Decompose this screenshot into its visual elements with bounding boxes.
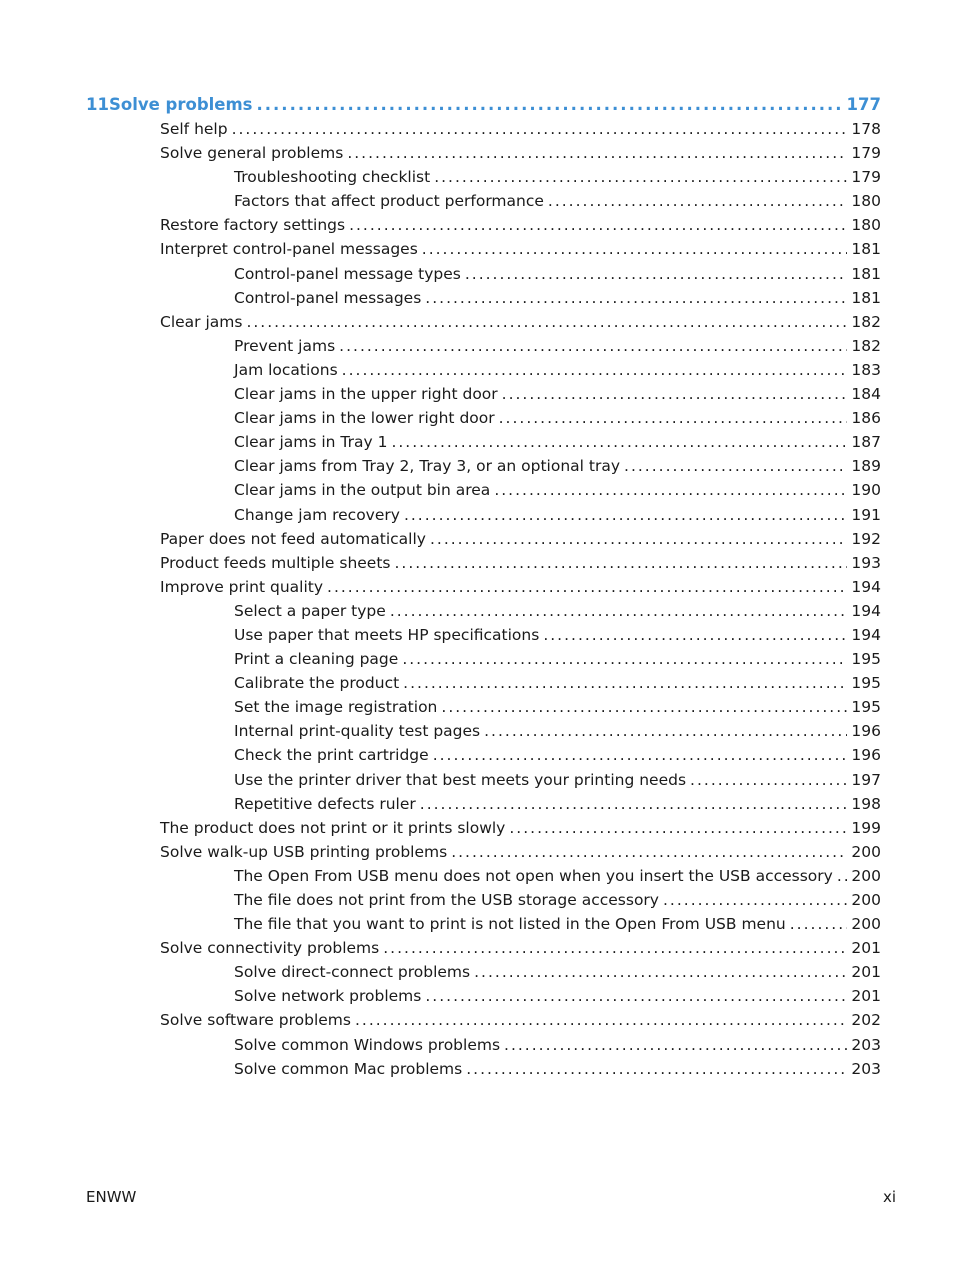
dot-leader bbox=[232, 117, 848, 141]
toc-entry-title: Solve walk-up USB printing problems bbox=[160, 842, 448, 861]
dot-leader bbox=[466, 1057, 847, 1081]
dot-leader bbox=[390, 599, 848, 623]
toc-entry-page-number: 180 bbox=[851, 192, 881, 211]
toc-entry[interactable] bbox=[86, 888, 881, 912]
toc-entry[interactable] bbox=[86, 792, 881, 816]
toc-entry[interactable] bbox=[86, 286, 881, 310]
toc-entry-title: The Open From USB menu does not open when you insert the USB accessory bbox=[234, 866, 833, 885]
toc-entry-page-number: 181 bbox=[851, 288, 881, 307]
chapter-number: 11 bbox=[86, 95, 109, 114]
dot-leader bbox=[383, 936, 847, 960]
toc-entry[interactable] bbox=[86, 262, 881, 286]
toc-entries bbox=[86, 117, 881, 1081]
toc-entry[interactable] bbox=[86, 912, 881, 936]
table-of-contents bbox=[86, 92, 881, 1081]
toc-entry-title: Clear jams from Tray 2, Tray 3, or an optional tray bbox=[234, 457, 621, 476]
toc-entry[interactable] bbox=[86, 503, 881, 527]
toc-entry-page-number: 196 bbox=[851, 746, 881, 765]
toc-entry-page-number: 202 bbox=[851, 1011, 881, 1030]
chapter-heading[interactable] bbox=[86, 92, 881, 117]
toc-entry-title: Use paper that meets HP specifications bbox=[234, 625, 540, 644]
toc-entry-page-number: 179 bbox=[851, 168, 881, 187]
toc-entry[interactable] bbox=[86, 695, 881, 719]
toc-entry[interactable] bbox=[86, 165, 881, 189]
dot-leader bbox=[543, 623, 847, 647]
toc-entry[interactable] bbox=[86, 141, 881, 165]
toc-entry-title: The product does not print or it prints slowly bbox=[160, 818, 506, 837]
dot-leader bbox=[430, 527, 847, 551]
toc-entry-title: Check the print cartridge bbox=[234, 746, 429, 765]
toc-entry-page-number: 195 bbox=[851, 650, 881, 669]
toc-entry-page-number: 200 bbox=[851, 842, 881, 861]
toc-entry[interactable] bbox=[86, 575, 881, 599]
dot-leader bbox=[395, 551, 848, 575]
toc-entry-title: Clear jams in the lower right door bbox=[234, 409, 495, 428]
dot-leader bbox=[509, 816, 847, 840]
toc-entry[interactable] bbox=[86, 647, 881, 671]
toc-entry-page-number: 180 bbox=[851, 216, 881, 235]
toc-entry-title: Factors that affect product performance bbox=[234, 192, 544, 211]
toc-entry-title: Solve direct-connect problems bbox=[234, 963, 471, 982]
toc-entry-page-number: 194 bbox=[851, 601, 881, 620]
toc-entry[interactable] bbox=[86, 840, 881, 864]
toc-entry-title: Select a paper type bbox=[234, 601, 386, 620]
toc-entry[interactable] bbox=[86, 864, 881, 888]
toc-entry-page-number: 187 bbox=[851, 433, 881, 452]
toc-entry-title: Restore factory settings bbox=[160, 216, 346, 235]
dot-leader bbox=[403, 671, 847, 695]
toc-entry-page-number: 203 bbox=[851, 1035, 881, 1054]
toc-entry-page-number: 186 bbox=[851, 409, 881, 428]
toc-entry-title: Set the image registration bbox=[234, 698, 438, 717]
toc-entry-title: Clear jams in Tray 1 bbox=[234, 433, 388, 452]
toc-entry[interactable] bbox=[86, 237, 881, 261]
toc-entry-page-number: 179 bbox=[851, 144, 881, 163]
toc-entry-title: Solve software problems bbox=[160, 1011, 351, 1030]
toc-entry[interactable] bbox=[86, 478, 881, 502]
toc-entry-page-number: 189 bbox=[851, 457, 881, 476]
dot-leader bbox=[441, 695, 847, 719]
toc-entry[interactable] bbox=[86, 382, 881, 406]
dot-leader bbox=[624, 454, 847, 478]
chapter-title: Solve problems bbox=[108, 95, 253, 114]
dot-leader bbox=[502, 382, 848, 406]
toc-entry[interactable] bbox=[86, 936, 881, 960]
dot-leader bbox=[451, 840, 847, 864]
dot-leader bbox=[790, 912, 848, 936]
toc-entry-title: Solve connectivity problems bbox=[160, 939, 380, 958]
toc-entry-title: Repetitive defects ruler bbox=[234, 794, 416, 813]
toc-entry[interactable] bbox=[86, 551, 881, 575]
dot-leader bbox=[402, 647, 847, 671]
toc-entry-page-number: 193 bbox=[851, 553, 881, 572]
dot-leader bbox=[837, 864, 848, 888]
toc-entry-page-number: 181 bbox=[851, 264, 881, 283]
toc-entry-page-number: 195 bbox=[851, 674, 881, 693]
toc-entry-page-number: 182 bbox=[851, 312, 881, 331]
toc-entry[interactable] bbox=[86, 189, 881, 213]
toc-entry[interactable] bbox=[86, 213, 881, 237]
toc-entry-title: Control-panel messages bbox=[234, 288, 422, 307]
dot-leader bbox=[404, 503, 847, 527]
toc-entry[interactable] bbox=[86, 816, 881, 840]
toc-entry-page-number: 191 bbox=[851, 505, 881, 524]
toc-entry-page-number: 198 bbox=[851, 794, 881, 813]
toc-entry[interactable] bbox=[86, 334, 881, 358]
toc-entry-title: The file that you want to print is not listed in the Open From USB menu bbox=[234, 915, 786, 934]
toc-entry[interactable] bbox=[86, 310, 881, 334]
footer-page-number: xi bbox=[882, 1188, 896, 1206]
toc-entry-page-number: 200 bbox=[851, 866, 881, 885]
toc-entry-title: Self help bbox=[160, 120, 228, 138]
toc-entry[interactable] bbox=[86, 623, 881, 647]
toc-entry-page-number: 192 bbox=[851, 529, 881, 548]
toc-entry[interactable] bbox=[86, 358, 881, 382]
toc-entry-title: Clear jams bbox=[160, 312, 243, 331]
dot-leader bbox=[663, 888, 847, 912]
toc-entry[interactable] bbox=[86, 527, 881, 551]
toc-entry-page-number: 194 bbox=[851, 577, 881, 596]
toc-entry-title: Control-panel message types bbox=[234, 264, 461, 283]
toc-entry-page-number: 183 bbox=[851, 360, 881, 379]
dot-leader bbox=[494, 478, 847, 502]
toc-entry-page-number: 201 bbox=[851, 963, 881, 982]
toc-entry[interactable] bbox=[86, 454, 881, 478]
toc-entry-page-number: 196 bbox=[851, 722, 881, 741]
toc-entry-title: Interpret control-panel messages bbox=[160, 240, 418, 259]
toc-entry-title: Solve common Windows problems bbox=[234, 1035, 501, 1054]
toc-entry-page-number: 178 bbox=[851, 120, 881, 138]
toc-entry-page-number: 199 bbox=[851, 818, 881, 837]
dot-leader bbox=[347, 141, 847, 165]
dot-leader bbox=[257, 92, 843, 117]
toc-entry[interactable] bbox=[86, 984, 881, 1008]
dot-leader bbox=[465, 262, 848, 286]
toc-entry-page-number: 201 bbox=[851, 987, 881, 1006]
dot-leader bbox=[425, 984, 847, 1008]
toc-entry-title: Prevent jams bbox=[234, 336, 336, 355]
toc-entry[interactable] bbox=[86, 671, 881, 695]
toc-entry-page-number: 203 bbox=[851, 1059, 881, 1078]
dot-leader bbox=[327, 575, 847, 599]
toc-entry-title: Solve network problems bbox=[234, 987, 422, 1006]
toc-entry-page-number: 184 bbox=[851, 385, 881, 404]
dot-leader bbox=[422, 237, 848, 261]
toc-entry-title: Solve common Mac problems bbox=[234, 1059, 463, 1078]
toc-entry-page-number: 181 bbox=[851, 240, 881, 259]
toc-entry-title: Jam locations bbox=[234, 360, 338, 379]
dot-leader bbox=[474, 960, 847, 984]
dot-leader bbox=[339, 334, 847, 358]
toc-entry[interactable] bbox=[86, 768, 881, 792]
toc-entry[interactable] bbox=[86, 117, 881, 141]
toc-entry-page-number: 195 bbox=[851, 698, 881, 717]
toc-entry[interactable] bbox=[86, 1033, 881, 1057]
chapter-page-number: 177 bbox=[846, 95, 881, 114]
toc-entry-title: Change jam recovery bbox=[234, 505, 400, 524]
dot-leader bbox=[499, 406, 848, 430]
toc-entry[interactable] bbox=[86, 719, 881, 743]
toc-entry-title: Paper does not feed automatically bbox=[160, 529, 426, 548]
toc-entry-page-number: 200 bbox=[851, 915, 881, 934]
dot-leader bbox=[420, 792, 848, 816]
toc-entry-title: Use the printer driver that best meets your printing needs bbox=[234, 770, 687, 789]
toc-entry-title: Product feeds multiple sheets bbox=[160, 553, 391, 572]
dot-leader bbox=[391, 430, 847, 454]
toc-entry[interactable] bbox=[86, 430, 881, 454]
toc-entry-title: Solve general problems bbox=[160, 144, 344, 163]
dot-leader bbox=[484, 719, 847, 743]
dot-leader bbox=[425, 286, 847, 310]
toc-entry-title: Clear jams in the upper right door bbox=[234, 385, 498, 404]
dot-leader bbox=[246, 310, 847, 334]
dot-leader bbox=[548, 189, 848, 213]
toc-entry-title: Print a cleaning page bbox=[234, 650, 399, 669]
dot-leader bbox=[342, 358, 848, 382]
dot-leader bbox=[690, 768, 847, 792]
dot-leader bbox=[504, 1033, 847, 1057]
toc-entry-page-number: 182 bbox=[851, 336, 881, 355]
toc-entry[interactable] bbox=[86, 1008, 881, 1032]
dot-leader bbox=[433, 743, 848, 767]
toc-entry-title: Improve print quality bbox=[160, 577, 324, 596]
toc-entry[interactable] bbox=[86, 1057, 881, 1081]
dot-leader bbox=[355, 1008, 847, 1032]
toc-entry-title: Clear jams in the output bin area bbox=[234, 481, 491, 500]
toc-entry-page-number: 190 bbox=[851, 481, 881, 500]
toc-entry[interactable] bbox=[86, 960, 881, 984]
dot-leader bbox=[434, 165, 847, 189]
toc-entry-title: Troubleshooting checklist bbox=[234, 168, 431, 187]
toc-entry[interactable] bbox=[86, 743, 881, 767]
toc-entry-page-number: 194 bbox=[851, 625, 881, 644]
toc-entry[interactable] bbox=[86, 406, 881, 430]
toc-entry[interactable] bbox=[86, 599, 881, 623]
toc-entry-title: The file does not print from the USB storage accessory bbox=[234, 891, 659, 909]
toc-entry-page-number: 200 bbox=[851, 891, 881, 909]
toc-entry-title: Internal print-quality test pages bbox=[234, 722, 481, 741]
toc-entry-title: Calibrate the product bbox=[234, 674, 400, 693]
dot-leader bbox=[349, 213, 847, 237]
footer-left-label: ENWW bbox=[86, 1188, 137, 1206]
toc-entry-page-number: 201 bbox=[851, 939, 881, 958]
toc-entry-page-number: 197 bbox=[851, 770, 881, 789]
